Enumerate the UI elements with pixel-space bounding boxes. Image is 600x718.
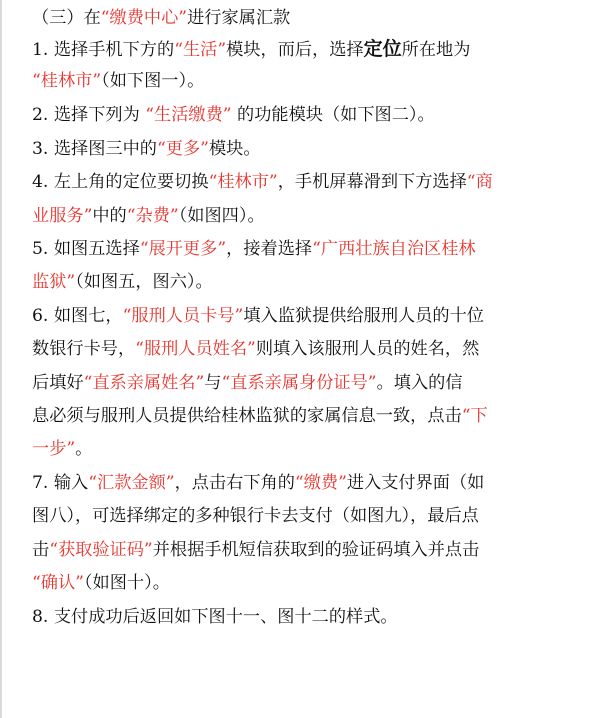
text-segment: 的功能模块（如下图二）。 xyxy=(231,105,435,125)
text-segment: （三）在 xyxy=(32,8,101,28)
text-segment: 进行家属汇款 xyxy=(187,8,291,28)
text-segment: （如图十）。 xyxy=(83,573,170,593)
step-6-line-5 xyxy=(32,437,92,461)
step-2-line-1 xyxy=(32,103,435,127)
text-segment: 模块。 xyxy=(208,139,261,159)
text-segment: 。填入的信 xyxy=(376,373,463,393)
text-segment: 所在地为 xyxy=(401,40,471,60)
text-segment: 中的 xyxy=(92,206,127,226)
text-segment: 4. 左上角的定位要切换 xyxy=(32,172,209,192)
text-segment: 击 xyxy=(32,540,50,560)
highlighted-term: “桂林市” xyxy=(32,71,102,91)
step-7-line-4 xyxy=(32,571,170,595)
highlighted-term: “确认” xyxy=(32,573,84,593)
highlighted-term: “广西壮族自治区桂林 xyxy=(312,239,476,259)
text-segment: 8. 支付成功后返回如下图十一、图十二的样式。 xyxy=(32,607,398,627)
highlighted-term: “缴费” xyxy=(294,473,347,493)
highlighted-term: “杂费” xyxy=(126,206,179,226)
text-segment: ，点击右下角的 xyxy=(174,473,295,493)
highlighted-term: 一步” xyxy=(32,439,76,459)
text-segment: ，手机屏幕滑到下方选择 xyxy=(277,172,467,192)
text-segment: 数银行卡号， xyxy=(32,339,136,359)
text-segment: 图八），可选择绑定的多种银行卡去支付（如图九），最后点 xyxy=(32,506,479,526)
section-heading xyxy=(32,6,290,30)
text-segment: （如下图一）。 xyxy=(101,71,205,91)
highlighted-term: “缴费中心” xyxy=(100,8,188,28)
step-6-line-2 xyxy=(32,337,479,361)
text-segment: 则填入该服刑人员的姓名，然 xyxy=(255,339,480,359)
step-5-line-1 xyxy=(32,237,476,261)
text-segment: 模块，而后，选择 xyxy=(226,40,364,60)
highlighted-term: “下 xyxy=(461,406,488,426)
highlighted-term: “生活” xyxy=(174,40,227,60)
bold-term: 定位 xyxy=(363,38,402,60)
text-segment: 。 xyxy=(75,439,93,459)
step-6-line-4 xyxy=(32,404,488,428)
step-6-line-1 xyxy=(32,304,484,328)
text-segment: （如图五，图六）。 xyxy=(75,272,213,292)
text-segment: 后填好 xyxy=(32,373,84,393)
text-segment: 2. 选择下列为 xyxy=(32,105,146,125)
step-4-line-1 xyxy=(32,170,493,194)
highlighted-term: “汇款金额” xyxy=(88,473,175,493)
text-segment: 与 xyxy=(204,373,222,393)
highlighted-term: 业服务” xyxy=(32,206,93,226)
step-1-line-2 xyxy=(32,69,204,93)
page-edge xyxy=(0,0,2,718)
highlighted-term: “直系亲属姓名” xyxy=(83,373,205,393)
highlighted-term: “直系亲属身份证号” xyxy=(221,373,377,393)
highlighted-term: “生活缴费” xyxy=(145,105,232,125)
highlighted-term: “服刑人员卡号” xyxy=(122,306,244,326)
step-7-line-2 xyxy=(32,504,479,528)
text-segment: 3. 选择图三中的 xyxy=(32,139,157,159)
highlighted-term: “商 xyxy=(466,172,493,192)
text-segment: 7. 输入 xyxy=(32,473,89,493)
text-segment: 1. 选择手机下方的 xyxy=(32,40,175,60)
step-1-line-1 xyxy=(32,37,470,61)
step-4-line-2 xyxy=(32,204,265,228)
text-segment: （如图四）。 xyxy=(178,206,265,226)
text-segment: 进入支付界面（如 xyxy=(346,473,485,493)
step-6-line-3 xyxy=(32,371,463,395)
step-7-line-1 xyxy=(32,471,484,495)
text-segment: 5. 如图五选择 xyxy=(32,239,140,259)
text-segment: 并根据手机短信获取到的验证码填入并点击 xyxy=(152,540,480,560)
highlighted-term: “服刑人员姓名” xyxy=(135,339,256,359)
step-5-line-2 xyxy=(32,270,213,294)
highlighted-term: “更多” xyxy=(157,139,209,159)
text-segment: 填入监狱提供给服刑人员的十位 xyxy=(243,306,484,326)
step-7-line-3 xyxy=(32,538,479,562)
step-3-line-1 xyxy=(32,137,261,161)
highlighted-term: 监狱” xyxy=(32,272,76,292)
step-8-line-1 xyxy=(32,605,398,629)
text-segment: 6. 如图七， xyxy=(32,306,123,326)
highlighted-term: “获取验证码” xyxy=(49,540,153,560)
highlighted-term: “展开更多” xyxy=(139,239,227,259)
text-segment: 息必须与服刑人员提供给桂林监狱的家属信息一致，点击 xyxy=(32,406,462,426)
highlighted-term: “桂林市” xyxy=(208,172,278,192)
text-segment: ，接着选择 xyxy=(226,239,313,259)
